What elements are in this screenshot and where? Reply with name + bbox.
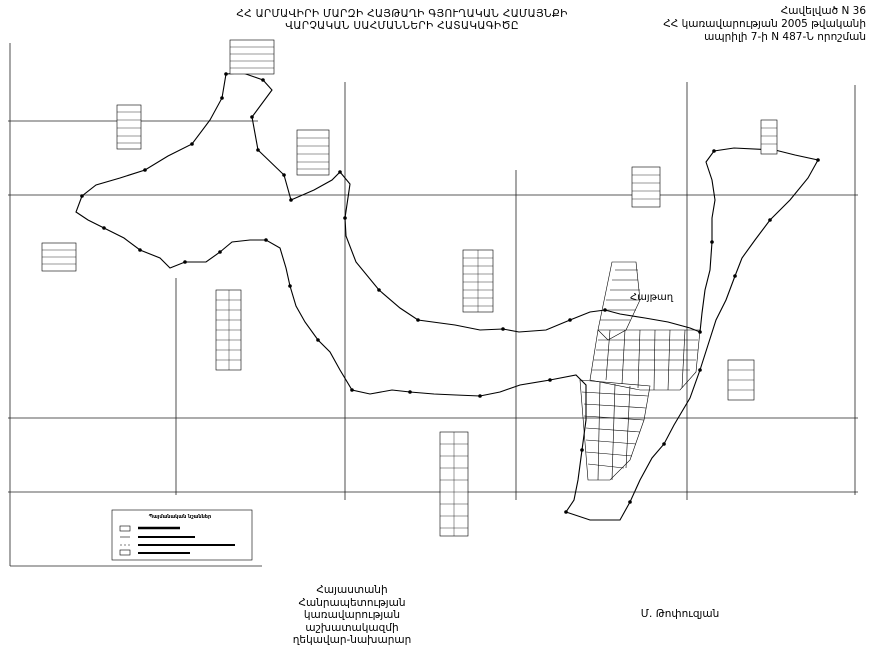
legend-symbol-1: [120, 526, 130, 531]
coord-table-2: [117, 105, 141, 149]
legend-title: Պայմանական նշաններ: [148, 514, 212, 520]
map-title-line-2: ՎԱՐՉԱԿԱՆ ՍԱՀՄԱՆՆԵՐԻ ՀԱՏԱԿԱԳԻԾԸ: [285, 20, 519, 32]
signatory-line-3: ղեկավար-նախարար: [292, 634, 412, 646]
coord-table-4: [632, 167, 660, 207]
coordinate-tables: [42, 40, 777, 536]
coord-table-1: [230, 40, 274, 74]
appendix-decision-line-1: ՀՀ կառավարության 2005 թվականի: [663, 18, 866, 30]
signatory-line-1: Հայաստանի Հանրապետության: [298, 584, 406, 609]
legend-symbol-4: [120, 550, 130, 555]
settlement-label: Հայթաղ: [630, 292, 674, 303]
signatory-name: Մ. Թոփուզյան: [640, 608, 720, 620]
coord-table-3: [297, 130, 329, 175]
appendix-number: Հավելված N 36: [780, 5, 866, 17]
signatory-line-2: կառավարության աշխատակազմի: [303, 609, 401, 634]
map-title-line-1: ՀՀ ԱՐՄԱՎԻՐԻ ՄԱՐԶԻ ՀԱՅԹԱՂԻ ԳՅՈՒՂԱԿԱՆ ՀԱՄԱՅՆՔԻ: [236, 8, 568, 20]
coord-table-5: [761, 120, 777, 154]
signatory-position: [262, 584, 442, 647]
appendix-decision-line-2: ապրիլի 7-ի N 487-Ն որոշման: [704, 31, 866, 43]
